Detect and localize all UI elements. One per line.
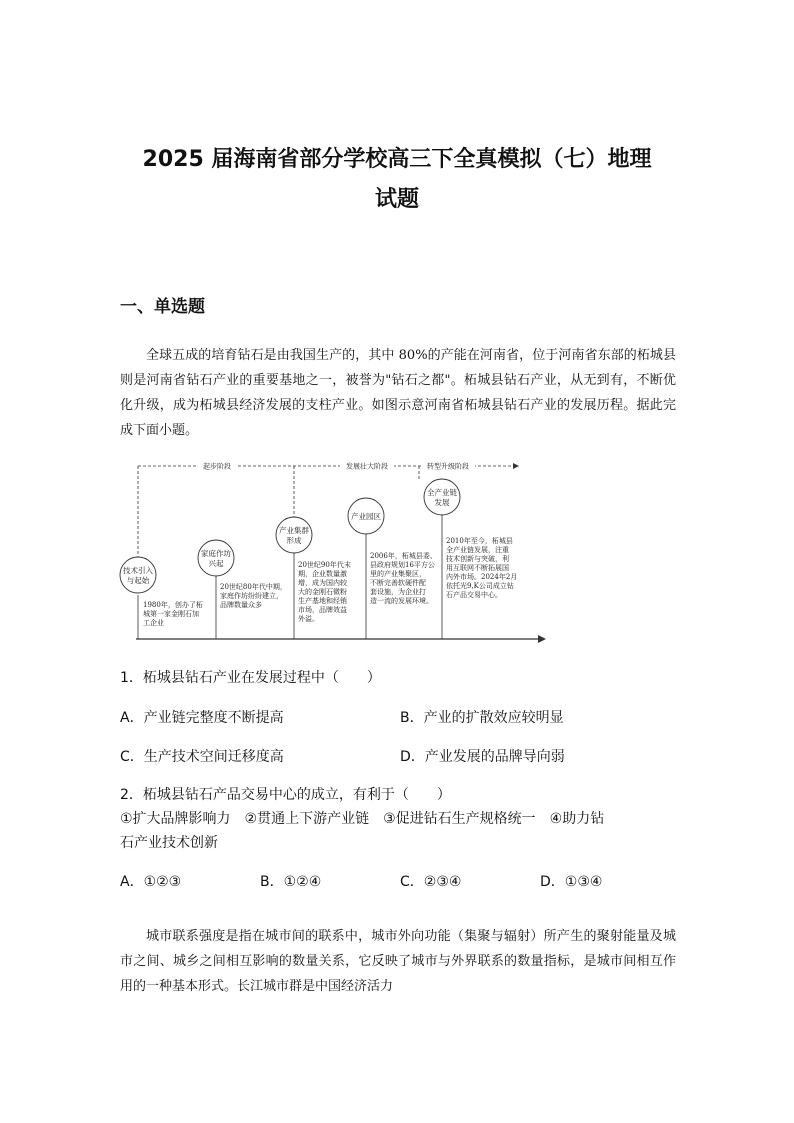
node-5-label-b: 发展 — [434, 498, 450, 507]
question-2-items-line-2: 石产业技术创新 — [120, 835, 218, 851]
industry-timeline-figure — [118, 455, 550, 645]
note-5-line-3: 技术创新与突破，利 — [446, 555, 509, 563]
note-1-line-3: 工企业 — [143, 619, 164, 627]
note-3-line-7: 外溢。 — [298, 615, 319, 623]
node-3-label-b: 形成 — [286, 536, 302, 545]
note-5-line-2: 全产业链发展，注重 — [446, 546, 509, 554]
note-5-line-6: 依托光9,K公司成立钻 — [446, 582, 514, 590]
stage-label-start: 起步阶段 — [203, 462, 231, 471]
node-1-label-b: 与起始 — [126, 576, 150, 585]
note-4-line-3: 里的产业集聚区， — [370, 570, 426, 578]
note-3-line-6: 市场，品牌效益 — [298, 606, 347, 614]
note-4-line-2: 县政府规划16平方公 — [370, 561, 435, 569]
note-3-line-3: 增，成为国内较 — [298, 579, 347, 587]
question-2-option-c[interactable]: C．②③④ — [400, 874, 462, 890]
note-4-line-5: 套设施，为企业打 — [370, 588, 426, 596]
note-1-line-2: 城第一家金刚石加 — [143, 610, 199, 618]
note-5-line-7: 石产品交易中心。 — [446, 591, 502, 599]
note-1-line-1: 1980年，创办了柘 — [143, 601, 203, 609]
passage-2: 城市联系强度是指在城市间的联系中，城市外向功能（集聚与辐射）所产生的聚射能量及城市之间、城乡之间相互影响的数量关系，它反映了城市与外界联系的数量指标，是城市间相互作用的一种基本形式。长江城市群是中国经济活力 — [120, 929, 676, 994]
note-2-line-2: 家庭作坊纷纷建立， — [220, 592, 283, 600]
question-1-option-c[interactable]: C．生产技术空间迁移度高 — [120, 749, 284, 765]
title-line-2: 试题 — [374, 187, 419, 212]
node-2-label-b: 兴起 — [208, 559, 224, 568]
page-title — [60, 140, 734, 220]
question-2-option-b[interactable]: B．①②④ — [260, 874, 322, 890]
note-5-line-5: 内外市场。2024年2月 — [446, 573, 518, 581]
note-3-line-2: 期，企业数量激 — [298, 570, 347, 578]
question-1-option-d[interactable]: D．产业发展的品牌导向弱 — [400, 749, 565, 765]
note-2-line-1: 20世纪80年代中期， — [220, 583, 287, 591]
section-heading: 一、单选题 — [120, 297, 205, 317]
note-3-line-4: 大的金刚石微粉 — [298, 588, 347, 596]
note-4-line-6: 造一流的发展环境。 — [370, 597, 433, 605]
stage-label-upgrade: 转型升级阶段 — [427, 462, 469, 471]
question-1-stem: 1．柘城县钻石产业在发展过程中（ ） — [120, 670, 381, 686]
stage-label-growth: 发展壮大阶段 — [346, 462, 388, 471]
note-5-line-4: 用互联网不断拓展国 — [446, 564, 509, 572]
node-3-label-a: 产业集群 — [279, 526, 309, 535]
question-2-items-line-1: ①扩大品牌影响力 ②贯通上下游产业链 ③促进钻石生产规格统一 ④助力钻 — [120, 811, 605, 827]
passage-1: 全球五成的培育钻石是由我国生产的，其中 80%的产能在河南省，位于河南省东部的柘城县则是河南省钻石产业的重要基地之一，被誉为"钻石之都"。柘城县钻石产业，从无到有，不断优化升级，成为柘城县经济发展的支柱产业。如图示意河南省柘城县钻石产业的发展历程。据此完成下面小题。 — [120, 348, 676, 438]
question-2-option-d[interactable]: D．①③④ — [540, 874, 603, 890]
node-5-label-a: 全产业链 — [427, 488, 457, 497]
note-2-line-3: 品牌数量众多 — [220, 601, 262, 609]
node-4-label: 产业园区 — [351, 512, 381, 521]
note-5-line-1: 2010年至今，柘城县 — [446, 537, 513, 545]
note-3-line-5: 生产基地和经销 — [298, 597, 347, 605]
note-3-line-1: 20世纪90年代末 — [298, 561, 351, 569]
question-1-option-b[interactable]: B．产业的扩散效应较明显 — [400, 710, 564, 726]
question-2-stem: 2．柘城县钻石产品交易中心的成立，有利于（ ） — [120, 787, 451, 803]
note-4-line-1: 2006年，柘城县委、 — [370, 552, 437, 560]
note-4-line-4: 不断完善软硬件配 — [370, 579, 426, 587]
node-2-label-a: 家庭作坊 — [201, 549, 231, 558]
question-1-option-a[interactable]: A．产业链完整度不断提高 — [120, 710, 284, 726]
question-2-option-a[interactable]: A．①②③ — [120, 874, 182, 890]
timeline-svg — [118, 455, 550, 645]
title-line-1: 2025 届海南省部分学校高三下全真模拟（七）地理 — [142, 147, 652, 172]
node-1-label-a: 技术引入 — [123, 566, 153, 575]
